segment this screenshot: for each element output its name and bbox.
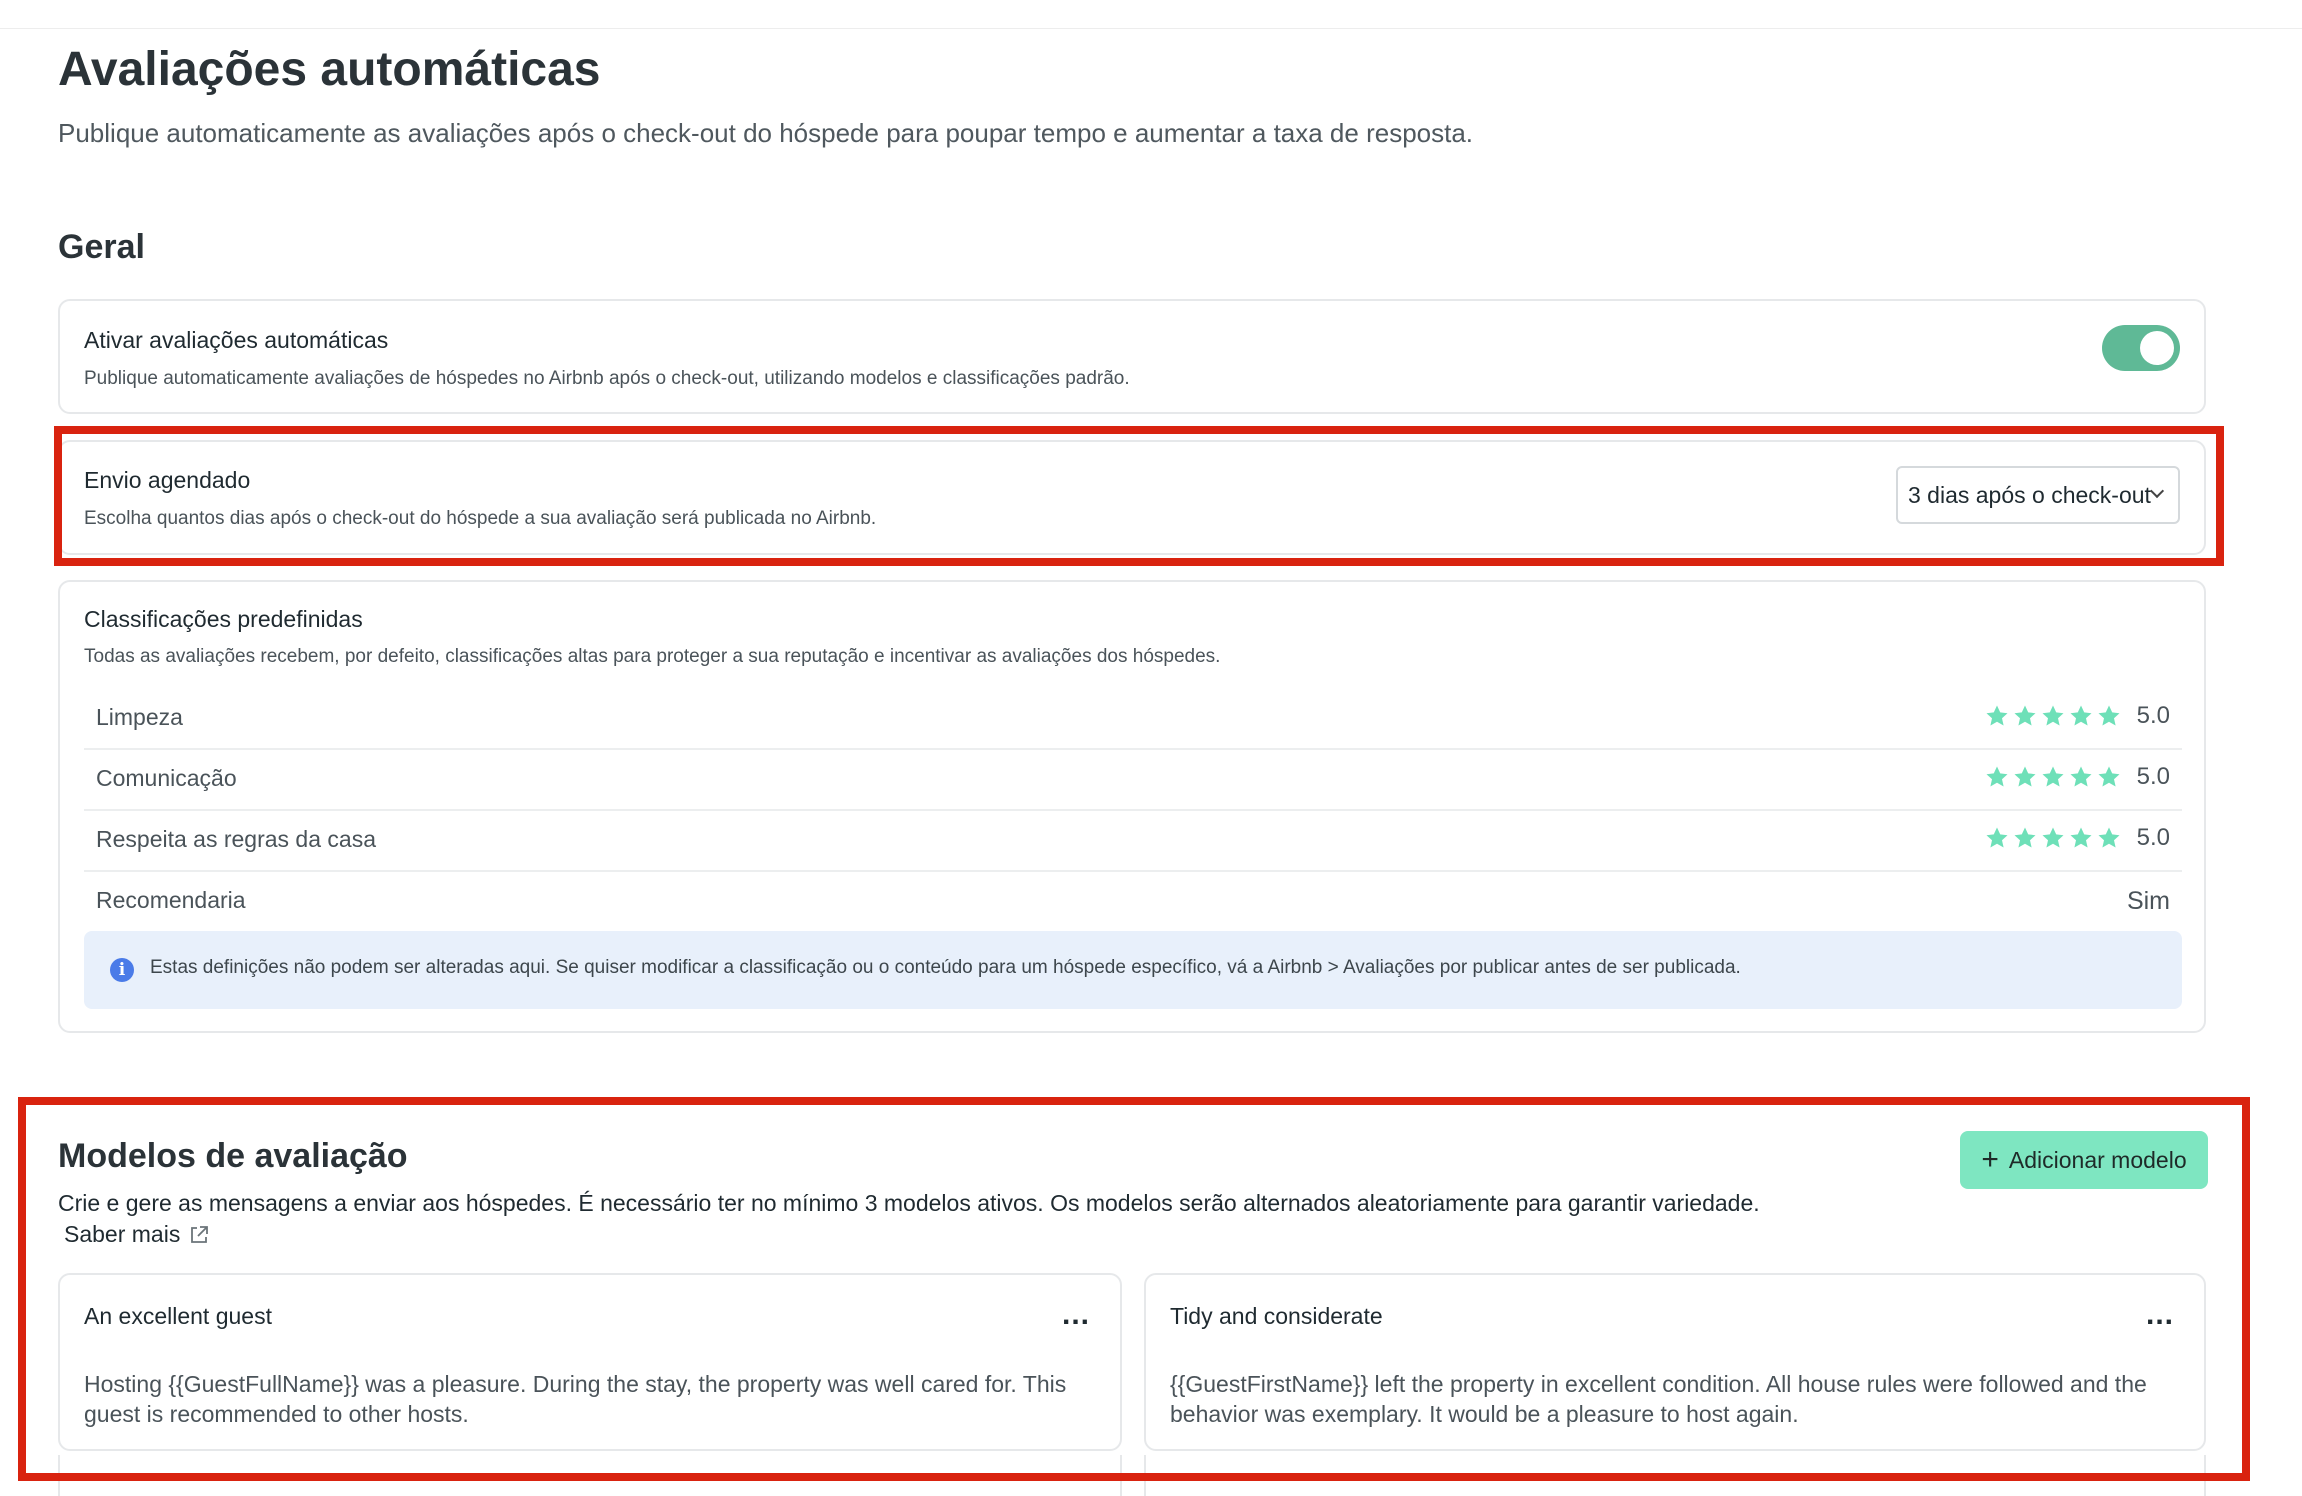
highlight-box-scheduled-send [54, 426, 2224, 566]
rating-row-house-rules [84, 812, 2182, 872]
more-horizontal-icon[interactable]: ... [1061, 1298, 1090, 1331]
star-icon [2013, 826, 2037, 850]
rating-stars [1985, 702, 2170, 730]
star-icon [2041, 826, 2065, 850]
toggle-knob [2140, 331, 2174, 365]
template-title: Tidy and considerate [1170, 1303, 1383, 1329]
rating-label: Comunicação [96, 765, 237, 791]
rating-value: 5.0 [2136, 763, 2170, 790]
auto-reviews-title: Ativar avaliações automáticas [84, 327, 389, 353]
star-icon [2041, 704, 2065, 728]
star-icon [2097, 765, 2121, 789]
auto-reviews-card [58, 299, 2206, 414]
page-subtitle: Publique automaticamente as avaliações após o check-out do hóspede para poupar tempo e aumentar a taxa de resposta. [58, 118, 1474, 148]
rating-value: 5.0 [2136, 702, 2170, 729]
star-icon [2097, 826, 2121, 850]
star-icon [2069, 704, 2093, 728]
add-template-label: Adicionar modelo [2008, 1146, 2187, 1173]
scheduled-send-description: Escolha quantos dias após o check-out do hóspede a sua avaliação será publicada no Airbnb. [84, 508, 877, 529]
top-divider [0, 28, 2302, 29]
scheduled-send-select-value: 3 dias após o check-out [1908, 481, 2151, 508]
star-icon [2013, 765, 2037, 789]
star-icon [1985, 704, 2009, 728]
recommend-value: Sim [2126, 887, 2170, 915]
star-icon [2069, 826, 2093, 850]
page-title: Avaliações automáticas [58, 43, 601, 96]
rating-stars [1985, 763, 2170, 791]
rating-label: Limpeza [96, 704, 183, 730]
info-circle-icon: i [110, 958, 134, 982]
rating-label: Respeita as regras da casa [96, 826, 376, 852]
star-icon [2041, 765, 2065, 789]
rating-value: 5.0 [2136, 824, 2170, 851]
template-body: Hosting {{GuestFullName}} was a pleasure. During the stay, the property was well cared for. This guest is recommended to other hosts. [84, 1371, 1067, 1427]
templates-description: Crie e gere as mensagens a enviar aos hóspedes. É necessário ter no mínimo 3 modelos ativos. Os modelos serão alternados aleatoriamente para garantir variedade. [58, 1190, 1760, 1216]
rating-row-recommend [84, 873, 2182, 933]
section-title-general: Geral [58, 228, 145, 266]
default-ratings-card [58, 580, 2206, 1033]
auto-reviews-toggle[interactable] [2102, 325, 2180, 371]
rating-label: Recomendaria [96, 887, 246, 913]
star-icon [2013, 704, 2037, 728]
info-banner [84, 931, 2182, 1009]
rating-row-cleanliness [84, 690, 2182, 750]
template-title: An excellent guest [84, 1303, 272, 1329]
star-icon [1985, 826, 2009, 850]
default-ratings-description: Todas as avaliações recebem, por defeito, classificações altas para proteger a sua reputação e incentivar as avaliações dos hóspedes. [84, 646, 1221, 667]
auto-reviews-description: Publique automaticamente avaliações de hóspedes no Airbnb após o check-out, utilizando modelos e classificações padrão. [84, 368, 1130, 389]
template-body: {{GuestFirstName}} left the property in excellent condition. All house rules were followed and the behavior was exemplary. It would be a pleasure to host again. [1170, 1371, 2147, 1427]
section-title-templates: Modelos de avaliação [58, 1137, 408, 1175]
star-icon [2069, 765, 2093, 789]
highlight-box-templates [18, 1097, 2250, 1481]
rating-stars [1985, 824, 2170, 852]
default-ratings-title: Classificações predefinidas [84, 606, 363, 632]
plus-icon: + [1981, 1143, 1999, 1176]
info-text: Estas definições não podem ser alteradas aqui. Se quiser modificar a classificação ou o conteúdo para um hóspede específico, vá a Airbnb > Avaliações por publicar antes de ser publicada. [150, 957, 1741, 978]
star-icon [2097, 704, 2121, 728]
star-icon [1985, 765, 2009, 789]
more-horizontal-icon[interactable]: ... [2145, 1298, 2174, 1331]
scheduled-send-title: Envio agendado [84, 467, 251, 493]
learn-more-label: Saber mais [64, 1221, 181, 1247]
rating-row-communication [84, 751, 2182, 811]
